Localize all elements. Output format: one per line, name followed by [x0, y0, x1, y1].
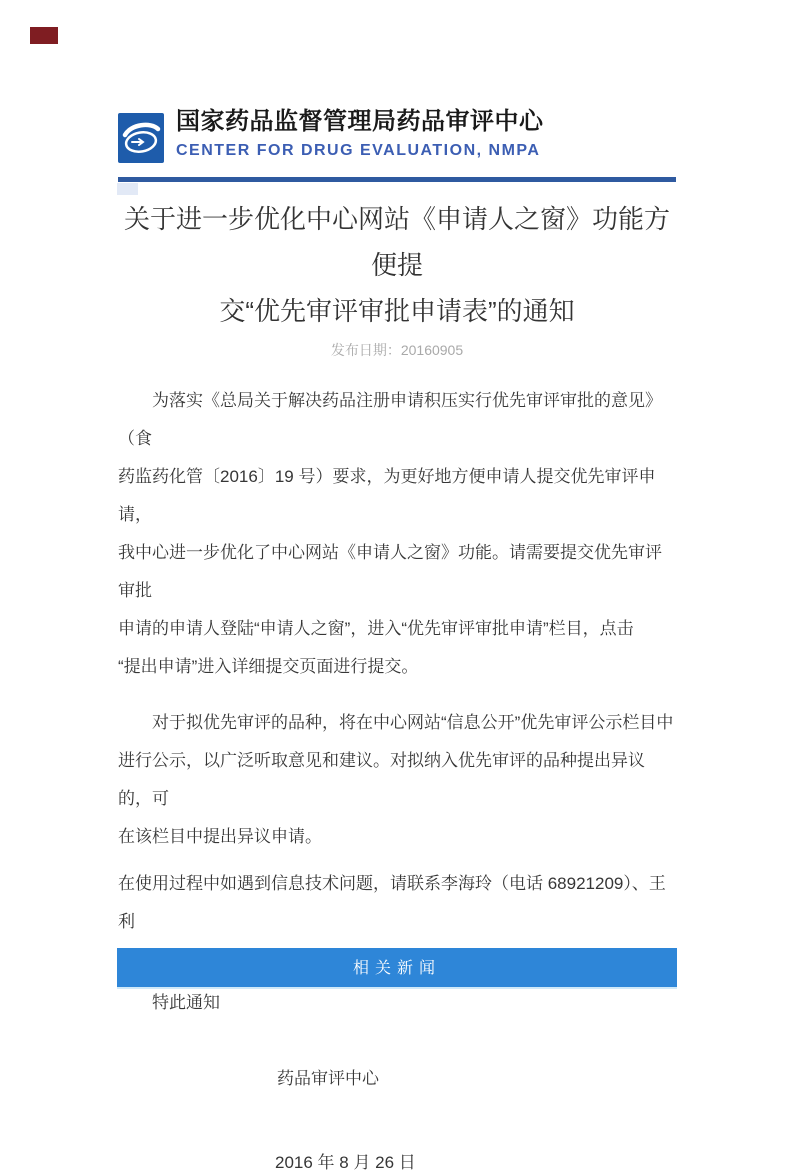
text-line: 药监药化管〔2016〕19 号）要求，为更好地方便申请人提交优先审评申请，	[118, 467, 656, 524]
notice-title	[118, 196, 676, 334]
site-header	[118, 107, 544, 163]
signature-org: 药品审评中心	[277, 1069, 379, 1088]
text-line: 在该栏目中提出异议申请。	[118, 827, 322, 846]
header-divider	[118, 177, 676, 182]
signature-date: 2016 年 8 月 26 日	[275, 1153, 416, 1172]
text-line: 进行公示，以广泛听取意见和建议。对拟纳入优先审评的品种提出异议的，可	[118, 751, 645, 808]
related-news-button[interactable]: 相关新闻	[117, 948, 677, 989]
text-line: 在使用过程中如遇到信息技术问题，请联系李海玲（电话 68921209）、王利	[118, 874, 666, 931]
cde-logo	[118, 113, 164, 163]
text-line: 关于进一步优化中心网站《申请人之窗》功能方便提	[123, 204, 670, 280]
text-line: “提出申请”进入详细提交页面进行提交。	[118, 657, 419, 676]
org-name-en: CENTER FOR DRUG EVALUATION, NMPA	[176, 142, 541, 159]
text-line: 交“优先审评审批申请表”的通知	[219, 296, 575, 326]
notice-body	[118, 382, 676, 1022]
swan-logo-icon	[118, 113, 164, 163]
text-line: 申请的申请人登陆“申请人之窗”，进入“优先审评审批申请”栏目，点击	[118, 619, 634, 638]
corner-marker	[30, 27, 58, 44]
paragraph-2	[118, 704, 676, 856]
paragraph-1	[118, 382, 676, 686]
publish-date: 发布日期：20160905	[330, 342, 464, 358]
text-line: 对于拟优先审评的品种，将在中心网站“信息公开”优先审评公示栏目中	[152, 713, 674, 732]
notice-content	[118, 196, 676, 1174]
text-line: 我中心进一步优化了中心网站《申请人之窗》功能。请需要提交优先审评审批	[118, 543, 662, 600]
org-name-cn: 国家药品监督管理局药品审评中心	[176, 108, 544, 135]
paragraph-closing	[118, 984, 676, 1022]
org-names	[176, 107, 544, 160]
text-line: 特此通知	[152, 993, 220, 1012]
text-line: 为落实《总局关于解决药品注册申请积压实行优先审评审批的意见》（食	[118, 391, 662, 448]
divider-accent-block	[117, 183, 138, 195]
